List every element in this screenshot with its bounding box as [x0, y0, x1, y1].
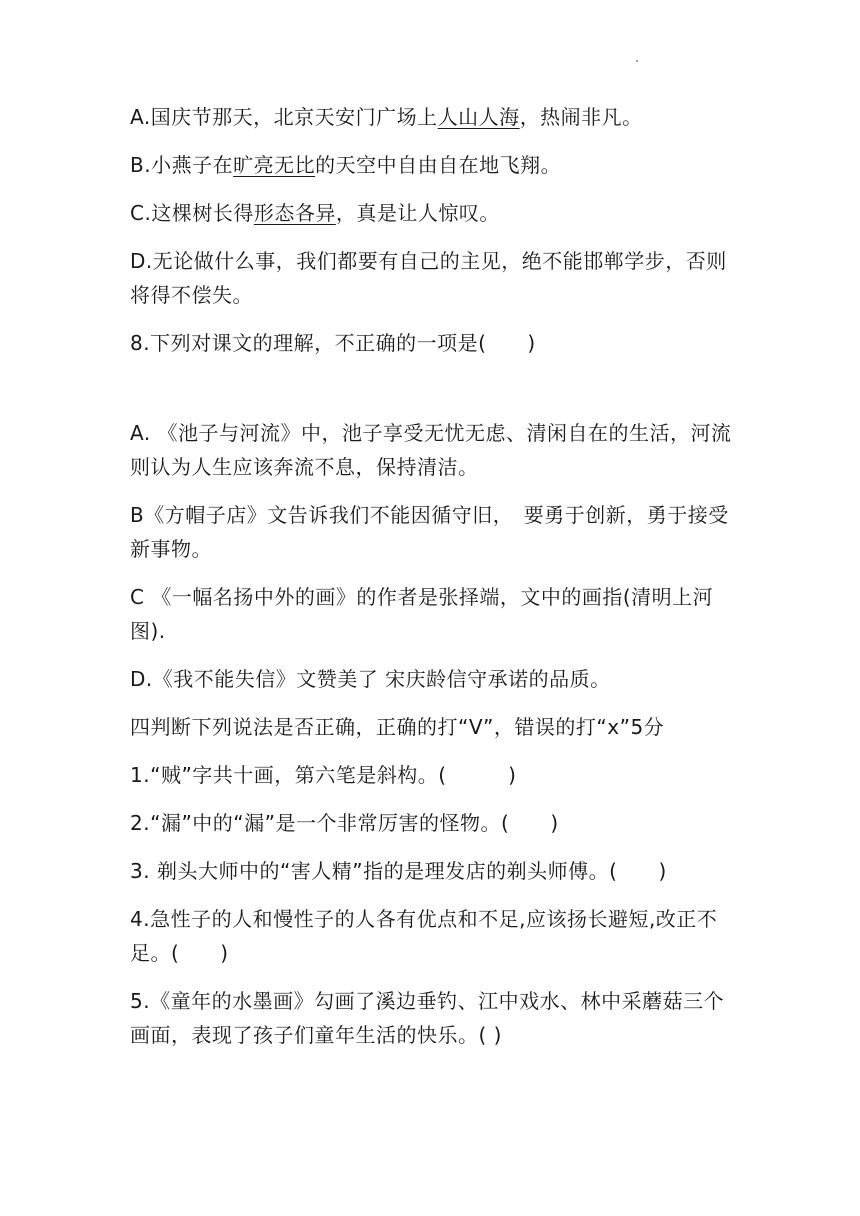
judge-item-1: 1.“贼”字共十画，第六笔是斜构。( ): [130, 763, 517, 787]
question-8-option-a: A. 《池子与河流》中，池子享受无忧无虑、清闲自在的生活，河流则认为人生应该奔流不息，保持清洁。: [130, 421, 732, 479]
option-7d: D.无论做什么事，我们都要有自己的主见，绝不能邯郸学步，否则将得不偿失。: [130, 249, 727, 307]
option-7c-underlined: 形态各异: [253, 201, 336, 225]
option-7c-prefix: C.这棵树长得: [130, 201, 254, 225]
option-7b: [130, 148, 740, 182]
section-4-heading: 四判断下列说法是否正确，正确的打“V”，错误的打“x”5分: [130, 715, 665, 739]
judge-item-5: 5.《童年的水墨画》勾画了溪边垂钓、江中戏水、林中采蘑菇三个画面，表现了孩子们童年生活的快乐。( ): [130, 989, 725, 1047]
judge-item-2: 2.“漏”中的“漏”是一个非常厉害的怪物。( ): [130, 811, 559, 835]
option-7c: [130, 196, 740, 230]
question-8-option-c: C 《一幅名扬中外的画》的作者是张择端，文中的画指(清明上河图).: [130, 585, 714, 643]
worksheet-content: [130, 100, 740, 1066]
judge-item-4: 4.急性子的人和慢性子的人各有优点和不足,应该扬长避短,改正不足。( ): [130, 907, 718, 965]
option-7b-underlined: 旷亮无比: [233, 153, 316, 177]
question-8-stem: 8.下列对课文的理解，不正确的一项是( ): [130, 331, 536, 355]
question-8-option-b: B《方帽子店》文告诉我们不能因循守旧， 要勇于创新，勇于接受新事物。: [130, 503, 729, 561]
option-7a-prefix: A.国庆节那天，北京天安门广场上: [130, 105, 438, 129]
scan-dot: [636, 60, 638, 62]
option-7b-prefix: B.小燕子在: [130, 153, 234, 177]
option-7a-suffix: ，热闹非凡。: [519, 105, 643, 129]
option-7a: [130, 100, 740, 134]
judge-item-3: 3. 剃头大师中的“害人精”指的是理发店的剃头师傅。( ): [130, 859, 667, 883]
option-7b-suffix: 的天空中自由自在地飞翔。: [315, 153, 562, 177]
option-7a-underlined: 人山人海: [437, 105, 520, 129]
question-8-option-d: D.《我不能失信》文赞美了 宋庆龄信守承诺的品质。: [130, 667, 611, 691]
option-7c-suffix: ，真是让人惊叹。: [335, 201, 500, 225]
